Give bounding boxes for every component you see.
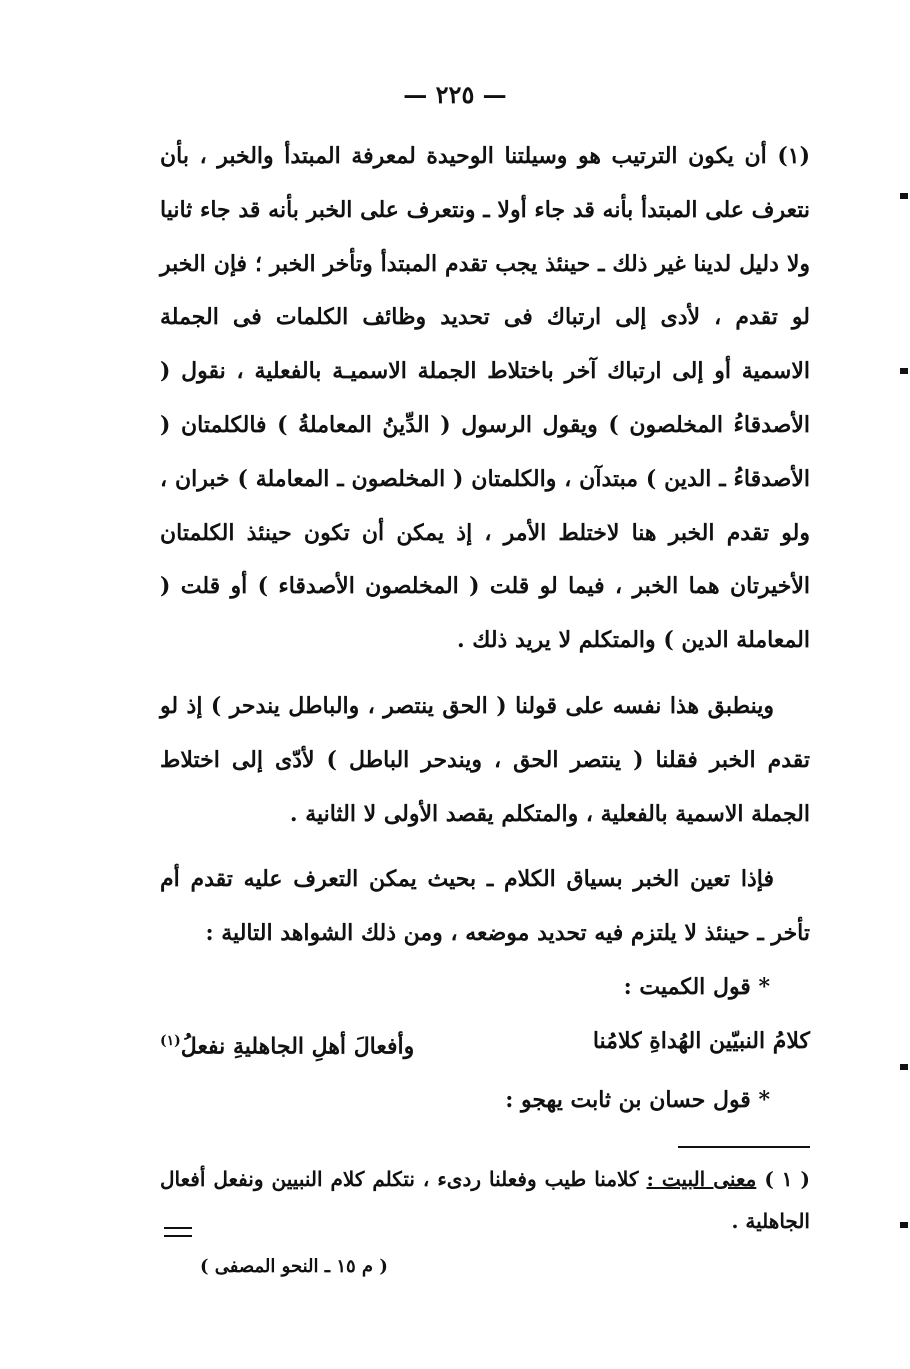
paragraph-exception: فإذا تعين الخبر بسياق الكلام ـ بحيث يمكن التعرف عليه تقدم أم تأخر ـ حينئذ لا يلتزم فيه تحديد موضعه ، ومن ذلك الشواهد التالية : xyxy=(160,866,810,947)
footnote-reference: (١) xyxy=(160,1032,181,1049)
margin-mark xyxy=(900,193,908,199)
margin-mark xyxy=(900,1064,908,1070)
page-number: — ٢٢٥ — xyxy=(403,80,507,109)
footnote-separator xyxy=(678,1146,810,1148)
paragraph-example: وينطبق هذا نفسه على قولنا ( الحق ينتصر ، والباطل يندحر ) إذ لو تقدم الخبر فقلنا ( ينتصر الحق ، ويندحر الباطل ) لأدّى إلى اختلاط الجملة الاسمية بالفعلية ، والمتكلم يقصد الأولى لا الثانية . xyxy=(160,692,810,827)
margin-mark xyxy=(900,1222,908,1228)
verse-second-hemistich xyxy=(160,1015,414,1074)
footnote xyxy=(160,1158,810,1242)
paragraph-rule-one: (١) أن يكون الترتيب هو وسيلتنا الوحيدة لمعرفة المبتدأ والخبر ، بأن نتعرف على المبتدأ بأنه قد جاء أولا ـ ونتعرف على الخبر بأنه قد جاء ثانيا ولا دليل لدينا غير ذلك ـ حينئذ يجب تقدم المبتدأ وتأخر الخبر ؛ فإن الخبر لو تقدم ، لأدى إلى ارتباك فى تحديد وظائف الكلمات فى الجملة الاسمية أو إلى ارتباك آخر باختلاط الجملة الاسميـة بالفعلية ، نقول ( الأصدقاءُ المخلصون ) ويقول الرسول ( الدِّينُ المعاملةُ ) فالكلمتان ( الأصدقاءُ ـ الدين ) مبتدآن ، والكلمتان ( المخلصون ـ المعاملة ) خبران ، ولو تقدم الخبر هنا لاختلط الأمر ، إذ يمكن أن تكون حينئذ الكلمتان الأخيرتان هما الخبر ، فيما لو قلت ( المخلصون الأصدقاء ) أو قلت ( المعاملة الدين ) والمتكلم لا يريد ذلك . xyxy=(160,143,810,654)
double-rule-mark xyxy=(164,1227,192,1237)
signature-line: ( م ١٥ ـ النحو المصفى ) xyxy=(200,1256,388,1277)
poem-verse xyxy=(160,1015,810,1074)
margin-mark xyxy=(900,368,908,374)
bullet-hassan: * قول حسان بن ثابت يهجو : xyxy=(505,1086,770,1113)
footnote-label: معنى البيت : xyxy=(646,1167,757,1191)
verse-second-text: وأفعالَ أهلِ الجاهليةِ نفعلُ xyxy=(180,1033,415,1060)
footnote-marker: ( ١ ) xyxy=(764,1167,810,1191)
verse-first-hemistich: كلامُ النبيّين الهُداةِ كلامُنا xyxy=(592,1027,810,1054)
main-text xyxy=(160,130,810,1128)
bullet-kumait: * قول الكميت : xyxy=(623,973,770,1000)
footnote-text: كلامنا طيب وفعلنا ردىء ، نتكلم كلام النبيين ونفعل أفعال الجاهلية . xyxy=(160,1167,810,1233)
